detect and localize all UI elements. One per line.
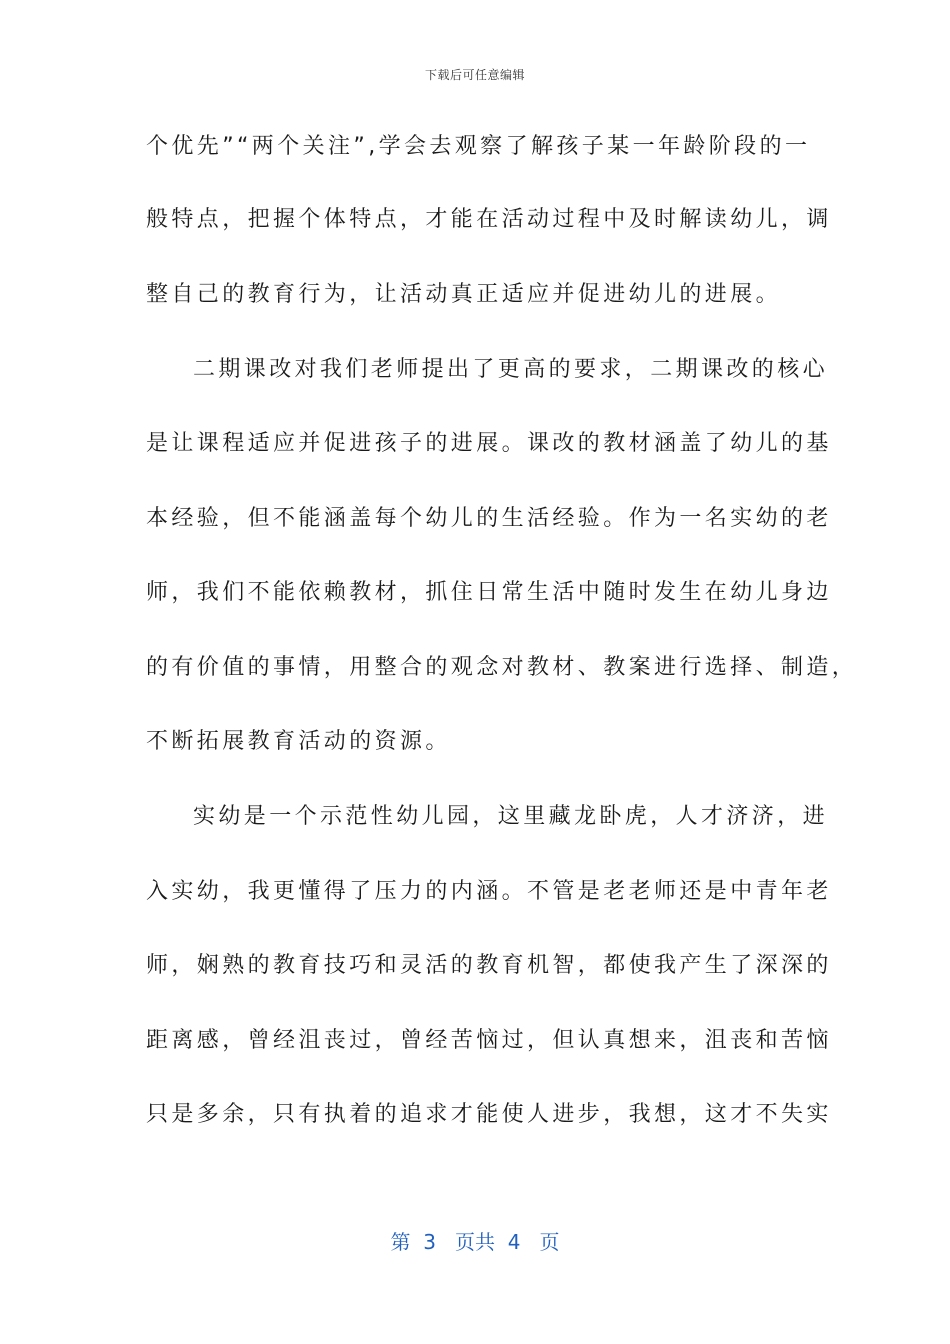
text-line: 二期课改对我们老师提出了更高的要求，二期课改的核心: [193, 357, 829, 382]
text-line: 不断拓展教育活动的资源。: [146, 729, 451, 754]
text-line: 般特点，把握个体特点，才能在活动过程中及时解读幼儿，调: [146, 207, 832, 232]
text-line: 师，我们不能依赖教材，抓住日常生活中随时发生在幼儿身边: [146, 580, 832, 605]
text-line: 本经验，但不能涵盖每个幼儿的生活经验。作为一名实幼的老: [146, 506, 832, 531]
text-line: 实幼是一个示范性幼儿园，这里藏龙卧虎，人才济济，进: [193, 804, 829, 829]
text-line: 入实幼，我更懂得了压力的内涵。不管是老老师还是中青年老: [146, 879, 832, 904]
text-line: 是让课程适应并促进孩子的进展。课改的教材涵盖了幼儿的基: [146, 431, 832, 456]
text-line: 只是多余，只有执着的追求才能使人进步，我想，这才不失实: [146, 1102, 832, 1127]
text-line: 整自己的教育行为，让活动真正适应并促进幼儿的进展。: [146, 282, 782, 307]
page-header: 下载后可任意编辑: [424, 68, 525, 82]
text-line: 个优先”“两个关注”,学会去观察了解孩子某一年龄阶段的一: [146, 134, 811, 159]
page-number-footer: 第 3 页共 4 页: [390, 1230, 560, 1254]
text-line: 师，娴熟的教育技巧和灵活的教育机智，都使我产生了深深的: [146, 953, 832, 978]
text-line: 的有价值的事情，用整合的观念对教材、教案进行选择、制造，: [146, 655, 858, 680]
text-line: 距离感，曾经沮丧过，曾经苦恼过，但认真想来，沮丧和苦恼: [146, 1028, 832, 1053]
